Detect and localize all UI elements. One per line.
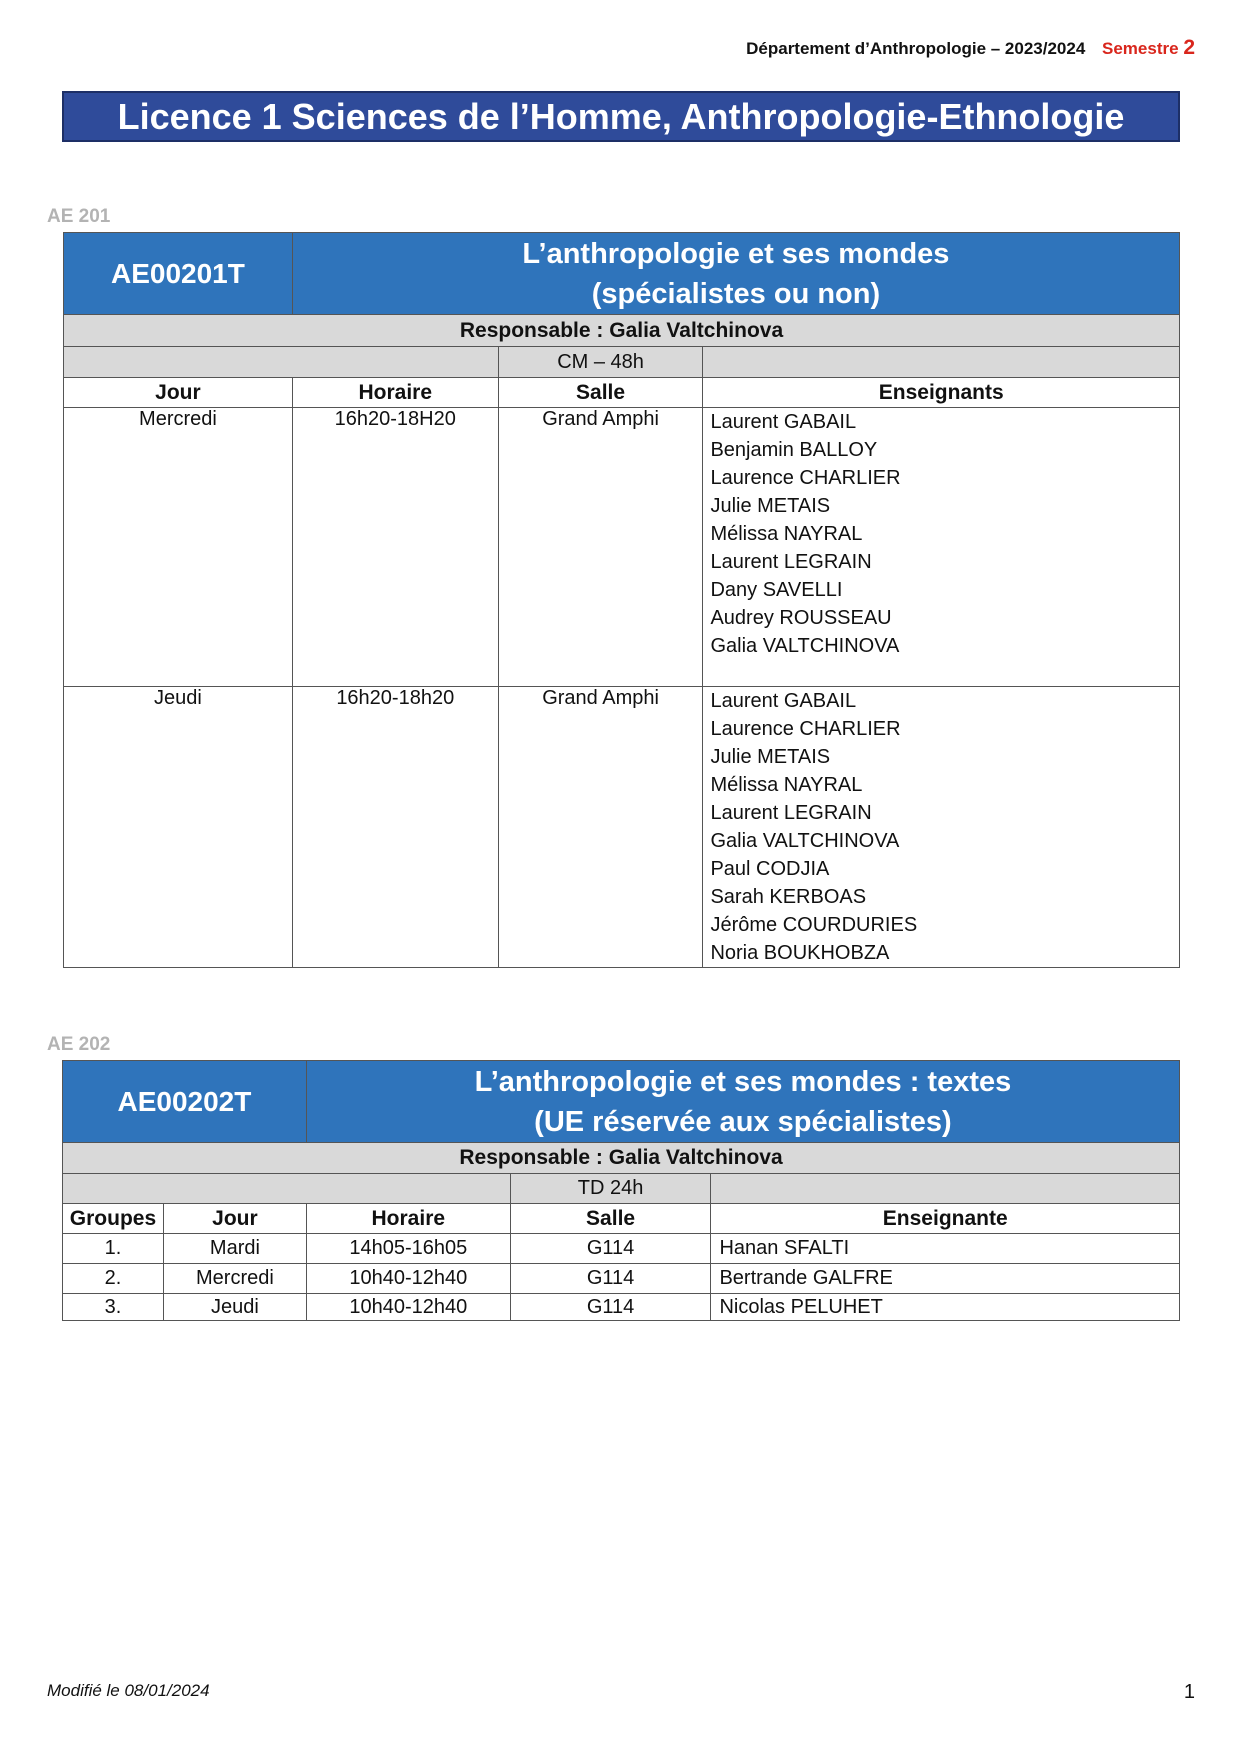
ue1-responsable: Responsable : Galia Valtchinova	[64, 315, 1180, 347]
salle-cell: G114	[510, 1234, 711, 1264]
page-header	[746, 36, 1195, 60]
salle-cell: Grand Amphi	[498, 408, 703, 687]
jour-cell: Mardi	[163, 1234, 306, 1264]
col-salle: Salle	[510, 1204, 711, 1234]
table-row	[64, 687, 1180, 968]
ue2-title	[306, 1061, 1179, 1143]
teacher-name: Paul CODJIA	[710, 858, 830, 880]
program-title-banner: Licence 1 Sciences de l’Homme, Anthropologie-Ethnologie	[62, 91, 1180, 142]
page-number: 1	[1183, 1681, 1195, 1703]
teacher-name: Laurent GABAIL	[710, 411, 857, 433]
col-enseignants: Enseignants	[703, 378, 1180, 408]
semester-number: 2	[1183, 36, 1195, 59]
col-jour: Jour	[64, 378, 293, 408]
ue2-code: AE00202T	[63, 1061, 307, 1143]
enseignants-cell	[703, 408, 1180, 687]
ue1-volume-spacer-right	[703, 347, 1180, 378]
salle-cell: G114	[510, 1294, 711, 1321]
col-groupes: Groupes	[63, 1204, 164, 1234]
ue1-volume: CM – 48h	[498, 347, 703, 378]
ue2-volume-spacer-right	[711, 1174, 1180, 1204]
teacher-name: Laurence CHARLIER	[710, 718, 901, 740]
horaire-cell: 16h20-18h20	[292, 687, 498, 968]
col-horaire: Horaire	[292, 378, 498, 408]
teacher-name: Julie METAIS	[710, 746, 831, 768]
ue1-title	[292, 233, 1179, 315]
ue1-code: AE00201T	[64, 233, 293, 315]
ue1-title-line2: (spécialistes ou non)	[591, 277, 881, 310]
jour-cell: Jeudi	[64, 687, 293, 968]
teacher-name: Laurent GABAIL	[710, 690, 857, 712]
department-year: Département d’Anthropologie – 2023/2024	[746, 39, 1086, 58]
jour-cell: Jeudi	[163, 1294, 306, 1321]
ue2-responsable: Responsable : Galia Valtchinova	[63, 1143, 1180, 1174]
ue1-table	[63, 232, 1180, 968]
ue2-volume: TD 24h	[510, 1174, 711, 1204]
groupe-cell: 2.	[63, 1264, 164, 1294]
teacher-name: Benjamin BALLOY	[710, 439, 878, 461]
ue2-table	[62, 1060, 1180, 1321]
enseignante-cell: Nicolas PELUHET	[711, 1294, 1180, 1321]
teacher-name: Mélissa NAYRAL	[710, 523, 863, 545]
table-row	[63, 1234, 1180, 1264]
teacher-name: Jérôme COURDURIES	[710, 914, 918, 936]
teacher-name: Mélissa NAYRAL	[710, 774, 863, 796]
groupe-cell: 1.	[63, 1234, 164, 1264]
col-enseignante: Enseignante	[711, 1204, 1180, 1234]
ue2-title-line1: L’anthropologie et ses mondes : textes	[474, 1065, 1012, 1098]
teacher-name: Laurence CHARLIER	[710, 467, 901, 489]
table-row	[63, 1264, 1180, 1294]
col-horaire: Horaire	[306, 1204, 510, 1234]
modified-date: Modifié le 08/01/2024	[47, 1681, 210, 1700]
horaire-cell: 10h40-12h40	[306, 1294, 510, 1321]
horaire-cell: 14h05-16h05	[306, 1234, 510, 1264]
salle-cell: G114	[510, 1264, 711, 1294]
teacher-name: Galia VALTCHINOVA	[710, 635, 900, 657]
table-row	[64, 408, 1180, 687]
ue1-label: AE 201	[47, 206, 111, 227]
ue2-volume-spacer-left	[63, 1174, 511, 1204]
col-salle: Salle	[498, 378, 703, 408]
ue1-title-line1: L’anthropologie et ses mondes	[522, 237, 950, 270]
ue1-volume-spacer-left	[64, 347, 499, 378]
teacher-name: Laurent LEGRAIN	[710, 551, 872, 573]
ue2-title-line2: (UE réservée aux spécialistes)	[534, 1105, 952, 1138]
jour-cell: Mercredi	[163, 1264, 306, 1294]
enseignants-cell	[703, 687, 1180, 968]
col-jour: Jour	[163, 1204, 306, 1234]
teacher-name: Galia VALTCHINOVA	[710, 830, 900, 852]
teacher-name: Julie METAIS	[710, 495, 831, 517]
horaire-cell: 16h20-18H20	[292, 408, 498, 687]
teacher-name: Dany SAVELLI	[710, 579, 843, 601]
teacher-name: Laurent LEGRAIN	[710, 802, 872, 824]
jour-cell: Mercredi	[64, 408, 293, 687]
table-row	[63, 1294, 1180, 1321]
semester-label: Semestre	[1102, 39, 1179, 58]
teacher-name: Sarah KERBOAS	[710, 886, 867, 908]
enseignante-cell: Bertrande GALFRE	[711, 1264, 1180, 1294]
enseignante-cell: Hanan SFALTI	[711, 1234, 1180, 1264]
horaire-cell: 10h40-12h40	[306, 1264, 510, 1294]
ue2-label: AE 202	[47, 1034, 111, 1055]
salle-cell: Grand Amphi	[498, 687, 703, 968]
teacher-name: Audrey ROUSSEAU	[710, 607, 892, 629]
teacher-name: Noria BOUKHOBZA	[710, 942, 890, 964]
groupe-cell: 3.	[63, 1294, 164, 1321]
